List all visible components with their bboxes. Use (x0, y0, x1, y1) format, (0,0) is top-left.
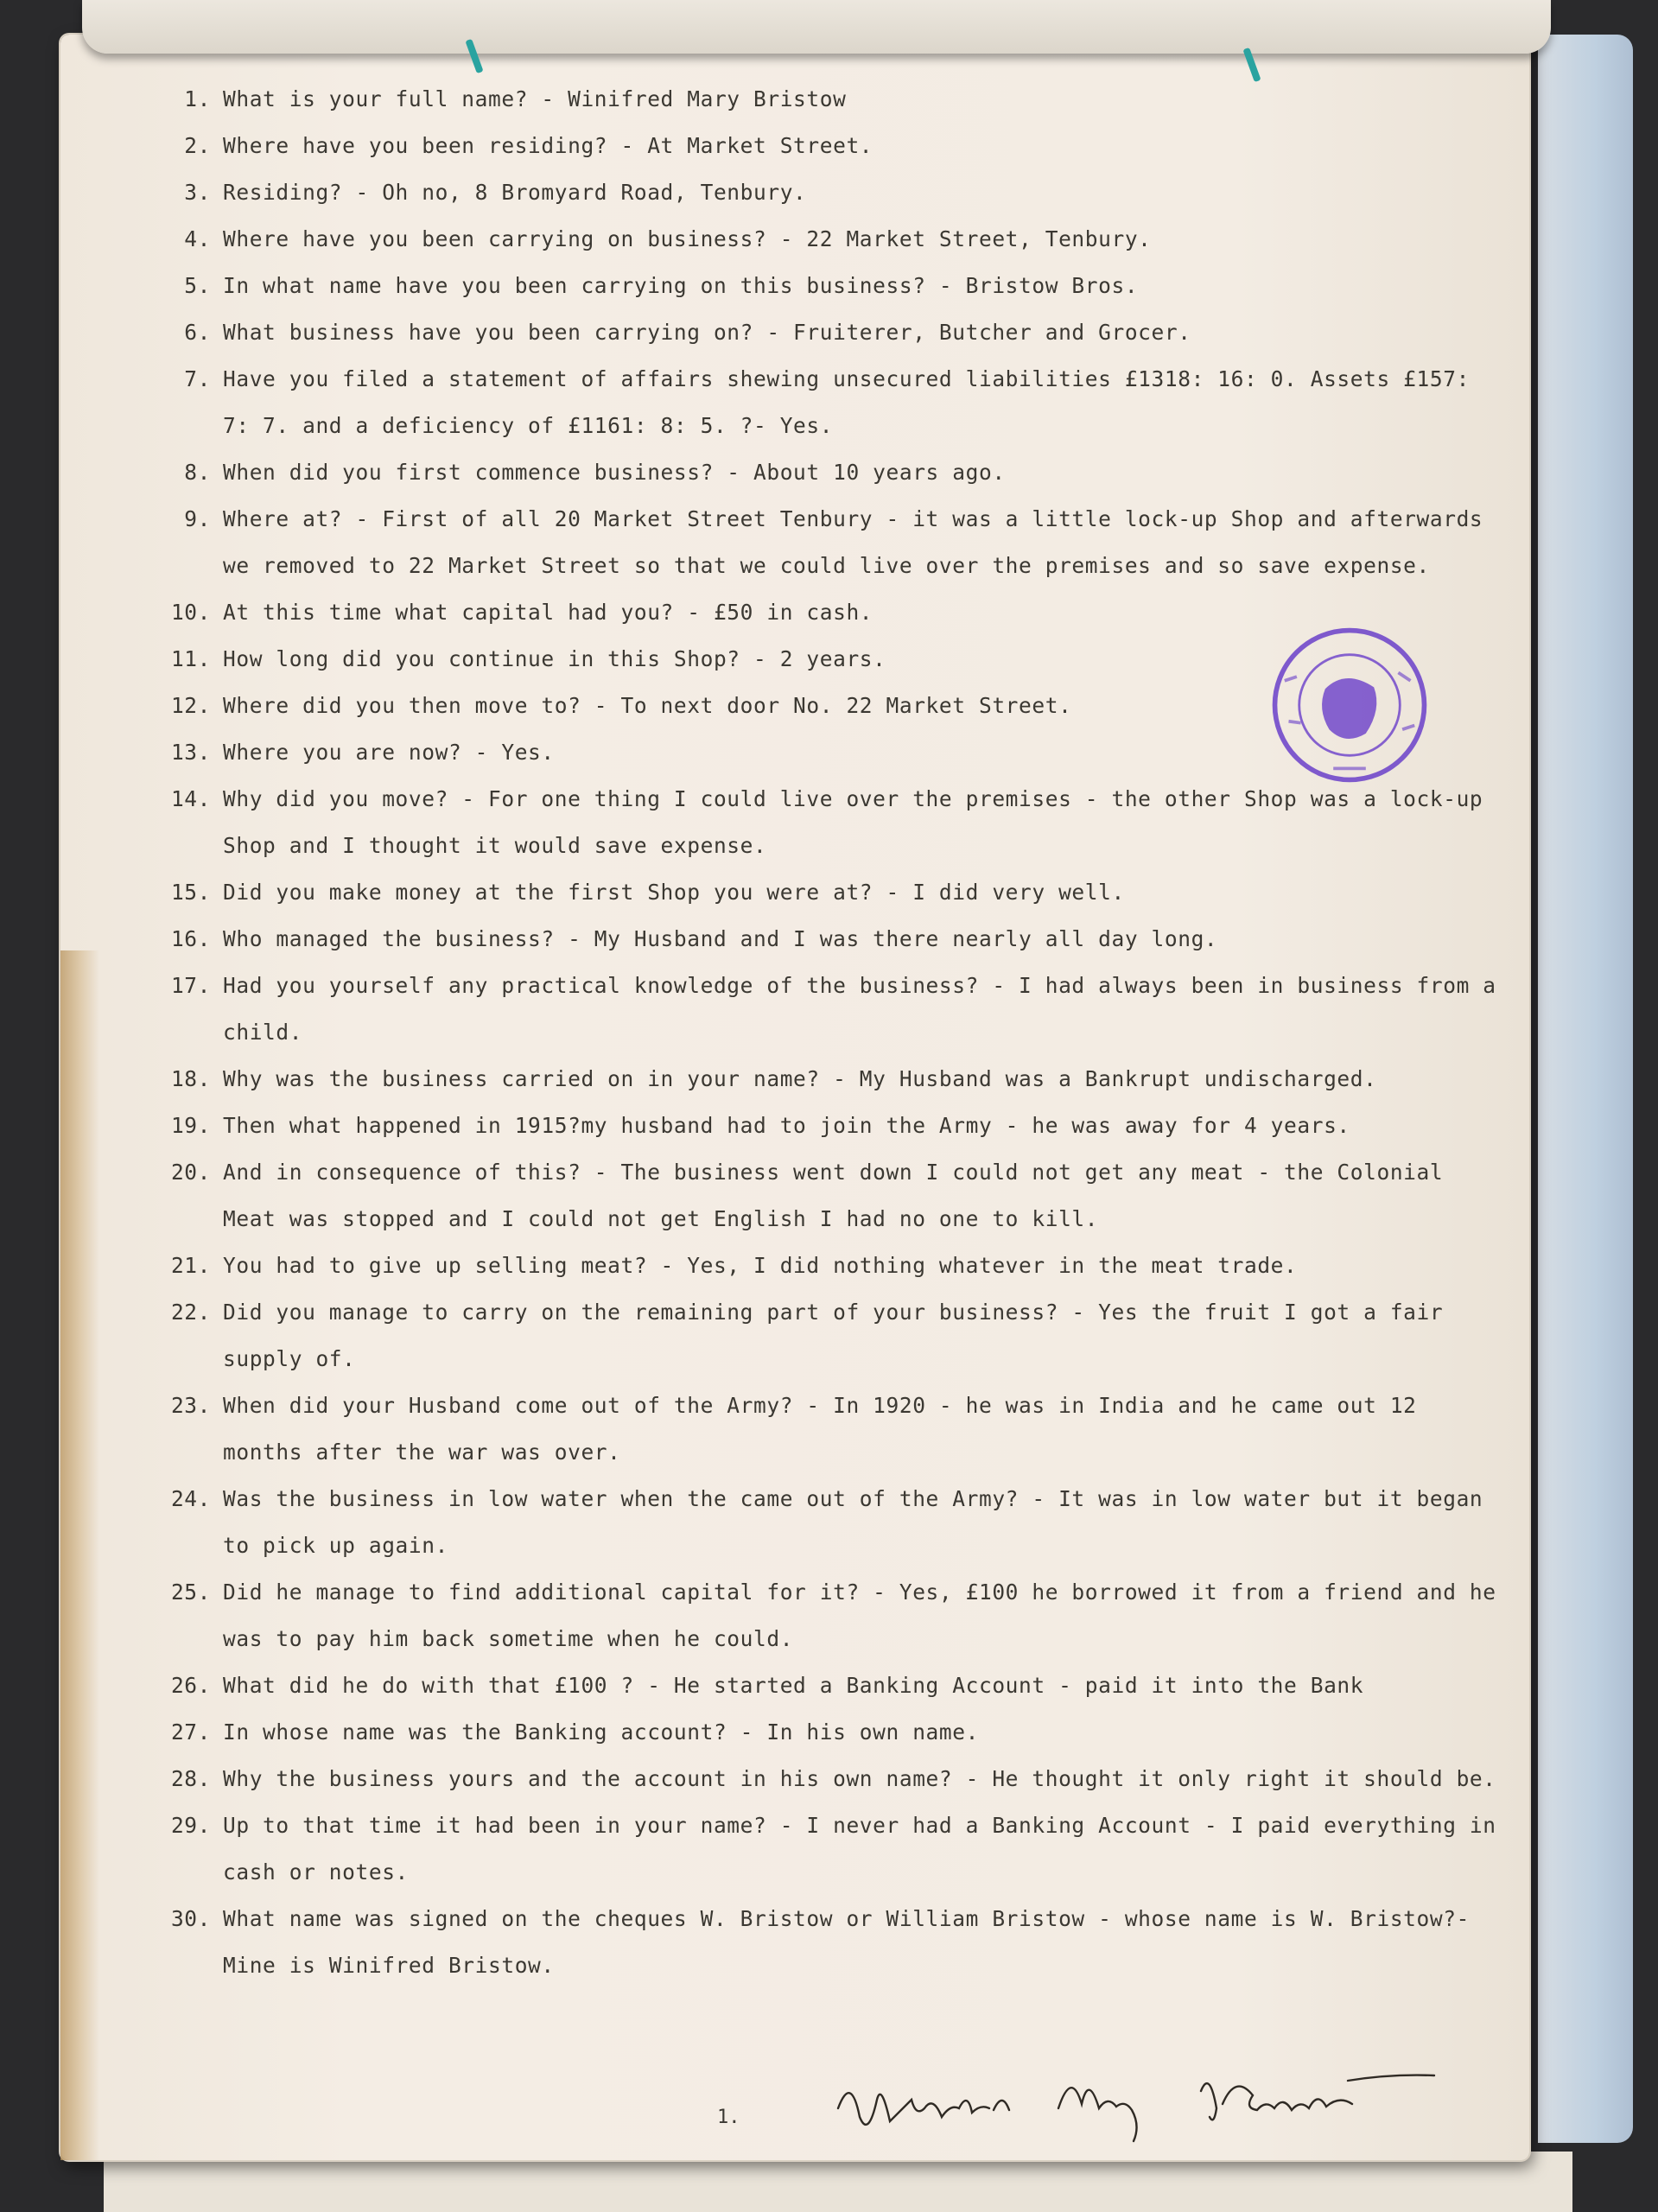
qa-number: 30. (170, 1906, 211, 1931)
qa-text: Residing? - Oh no, 8 Bromyard Road, Tenbury. (223, 180, 807, 205)
folded-top-sheet (82, 0, 1551, 54)
qa-item (156, 1802, 1503, 1896)
qa-number: 20. (170, 1160, 211, 1185)
qa-text: Where have you been carrying on business? - 22 Market Street, Tenbury. (223, 226, 1152, 251)
qa-item (156, 449, 1503, 496)
qa-text: You had to give up selling meat? - Yes, I did nothing whatever in the meat trade. (223, 1253, 1298, 1278)
qa-number: 2. (184, 133, 211, 158)
qa-number: 15. (170, 880, 211, 905)
qa-number: 12. (170, 693, 211, 718)
qa-text: Who managed the business? - My Husband and I was there nearly all day long. (223, 926, 1218, 951)
qa-item (156, 76, 1503, 123)
qa-text: Where you are now? - Yes. (223, 740, 555, 765)
qa-number: 9. (184, 506, 211, 531)
qa-text: Did you manage to carry on the remaining part of your business? - Yes the fruit I got a fair supply of. (223, 1300, 1444, 1371)
qa-item (156, 1569, 1503, 1662)
qa-text: Had you yourself any practical knowledge of the business? - I had always been in business from a child. (223, 973, 1496, 1045)
qa-item (156, 263, 1503, 309)
blue-page-edge (1538, 35, 1633, 2143)
qa-number: 18. (170, 1066, 211, 1091)
qa-number: 29. (170, 1813, 211, 1838)
qa-item (156, 1243, 1503, 1289)
qa-item (156, 869, 1503, 916)
qa-text: Where have you been residing? - At Market Street. (223, 133, 873, 158)
qa-item (156, 1896, 1503, 1989)
qa-item (156, 216, 1503, 263)
qa-item (156, 496, 1503, 589)
qa-text: Why the business yours and the account in his own name? - He thought it only right it should be. (223, 1766, 1496, 1791)
qa-item (156, 1056, 1503, 1103)
qa-number: 19. (170, 1113, 211, 1138)
qa-item (156, 123, 1503, 169)
qa-text: Why was the business carried on in your name? - My Husband was a Bankrupt undischarged. (223, 1066, 1377, 1091)
qa-text: What is your full name? - Winifred Mary Bristow (223, 86, 847, 111)
qa-number: 25. (170, 1580, 211, 1605)
qa-text: Did he manage to find additional capital for it? - Yes, £100 he borrowed it from a friend and he was to pay him back sometime when he could. (223, 1580, 1496, 1651)
qa-number: 21. (170, 1253, 211, 1278)
qa-number: 11. (170, 646, 211, 671)
qa-item (156, 356, 1503, 449)
qa-number: 7. (184, 366, 211, 391)
qa-text: Why did you move? - For one thing I could live over the premises - the other Shop was a lock-up Shop and I thought it would save expense. (223, 786, 1483, 858)
qa-text: Was the business in low water when the came out of the Army? - It was in low water but it began to pick up again. (223, 1486, 1483, 1558)
qa-number: 26. (170, 1673, 211, 1698)
under-sheet (104, 2152, 1572, 2212)
qa-item (156, 963, 1503, 1056)
handwritten-signature (829, 2056, 1452, 2152)
qa-text: What name was signed on the cheques W. Bristow or William Bristow - whose name is W. Bristow?- Mine is Winifred Bristow. (223, 1906, 1470, 1978)
qa-item (156, 776, 1503, 869)
qa-number: 13. (170, 740, 211, 765)
qa-text: And in consequence of this? - The business went down I could not get any meat - the Colonial Meat was stopped and I could not get English I had no one to kill. (223, 1160, 1444, 1231)
qa-item (156, 1149, 1503, 1243)
qa-text: How long did you continue in this Shop? - 2 years. (223, 646, 886, 671)
qa-number: 17. (170, 973, 211, 998)
qa-number: 27. (170, 1719, 211, 1745)
qa-text: At this time what capital had you? - £50 in cash. (223, 600, 873, 625)
qa-text: When did your Husband come out of the Army? - In 1920 - he was in India and he came out 12 months after the war was over. (223, 1393, 1417, 1465)
question-answer-list (156, 76, 1503, 1989)
official-stamp (1268, 624, 1431, 786)
qa-number: 14. (170, 786, 211, 811)
qa-text: Then what happened in 1915?my husband had to join the Army - he was away for 4 years. (223, 1113, 1350, 1138)
qa-number: 5. (184, 273, 211, 298)
qa-text: When did you first commence business? - About 10 years ago. (223, 460, 1006, 485)
qa-item (156, 1476, 1503, 1569)
qa-item (156, 1709, 1503, 1756)
qa-number: 10. (170, 600, 211, 625)
qa-text: In what name have you been carrying on this business? - Bristow Bros. (223, 273, 1139, 298)
qa-number: 23. (170, 1393, 211, 1418)
qa-number: 24. (170, 1486, 211, 1511)
qa-number: 4. (184, 226, 211, 251)
qa-text: Where did you then move to? - To next door No. 22 Market Street. (223, 693, 1072, 718)
qa-text: Have you filed a statement of affairs shewing unsecured liabilities £1318: 16: 0. Assets £157: 7: 7. and a deficiency of £1161: 8: 5. ?- Yes. (223, 366, 1470, 438)
qa-number: 8. (184, 460, 211, 485)
page-stain (60, 950, 99, 2160)
qa-item (156, 916, 1503, 963)
qa-item (156, 1756, 1503, 1802)
qa-item (156, 1289, 1503, 1382)
qa-number: 16. (170, 926, 211, 951)
qa-text: In whose name was the Banking account? - In his own name. (223, 1719, 979, 1745)
qa-text: Up to that time it had been in your name? - I never had a Banking Account - I paid everything in cash or notes. (223, 1813, 1496, 1885)
qa-text: What did he do with that £100 ? - He started a Banking Account - paid it into the Bank (223, 1673, 1364, 1698)
qa-item (156, 309, 1503, 356)
qa-number: 6. (184, 320, 211, 345)
qa-item (156, 1103, 1503, 1149)
qa-number: 22. (170, 1300, 211, 1325)
qa-text: What business have you been carrying on? - Fruiterer, Butcher and Grocer. (223, 320, 1191, 345)
qa-item (156, 1662, 1503, 1709)
qa-text: Where at? - First of all 20 Market Street Tenbury - it was a little lock-up Shop and afterwards we removed to 22 Market Street so that we could live over the premises and so save expense. (223, 506, 1483, 578)
page-number: 1. (717, 2107, 740, 2128)
qa-number: 1. (184, 86, 211, 111)
qa-number: 28. (170, 1766, 211, 1791)
qa-item (156, 169, 1503, 216)
qa-item (156, 1382, 1503, 1476)
qa-text: Did you make money at the first Shop you were at? - I did very well. (223, 880, 1125, 905)
qa-number: 3. (184, 180, 211, 205)
